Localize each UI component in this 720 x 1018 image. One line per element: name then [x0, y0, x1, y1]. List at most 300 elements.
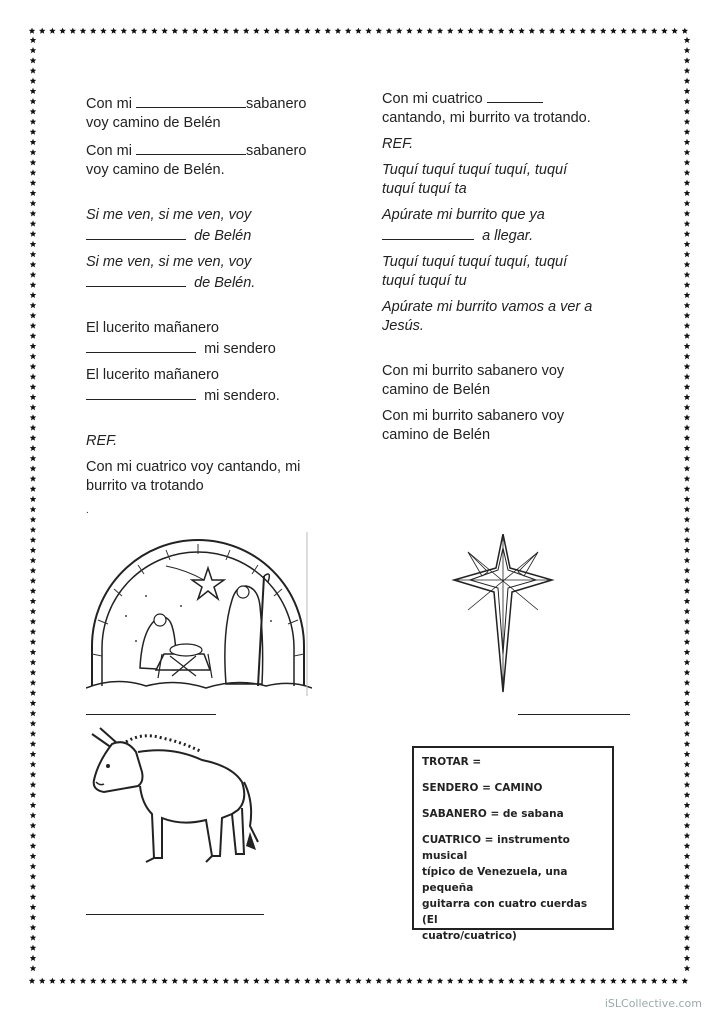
border-star: [684, 883, 690, 889]
border-star: [30, 945, 36, 951]
border-star: [684, 843, 690, 849]
border-star: [30, 261, 36, 267]
border-star: [30, 353, 36, 359]
border-star: [684, 496, 690, 502]
border-star: [325, 978, 331, 984]
border-star: [314, 978, 320, 984]
border-star: [30, 373, 36, 379]
border-star: [684, 822, 690, 828]
glossary-sabanero: SABANERO = de sabana: [422, 808, 564, 820]
verse-line: cantando, mi burrito va trotando.: [382, 110, 591, 126]
border-star: [30, 873, 36, 879]
border-star: [121, 28, 127, 34]
border-star: [30, 210, 36, 216]
border-star: [30, 496, 36, 502]
border-star: [110, 978, 116, 984]
border-star: [684, 384, 690, 390]
border-star: [30, 414, 36, 420]
border-star: [30, 628, 36, 634]
verse-line: Tuquí tuquí tuquí tuquí, tuquí: [382, 162, 568, 178]
border-star: [661, 978, 667, 984]
border-star: [684, 598, 690, 604]
border-star: [90, 28, 96, 34]
border-star: [684, 639, 690, 645]
border-star: [684, 169, 690, 175]
verse-line: El lucerito mañanero: [86, 367, 219, 383]
border-star: [39, 28, 45, 34]
border-star: [386, 978, 392, 984]
border-star: [684, 282, 690, 288]
border-star: [600, 28, 606, 34]
border-star: [651, 978, 657, 984]
border-star: [192, 28, 198, 34]
border-star: [684, 139, 690, 145]
border-star: [30, 557, 36, 563]
border-star: [518, 28, 524, 34]
border-star: [684, 67, 690, 73]
border-star: [684, 108, 690, 114]
border-star: [447, 978, 453, 984]
border-star: [30, 822, 36, 828]
border-star: [684, 57, 690, 63]
border-star: [684, 608, 690, 614]
border-star: [30, 679, 36, 685]
border-star: [345, 28, 351, 34]
border-star: [30, 282, 36, 288]
border-star: [30, 761, 36, 767]
border-star: [684, 679, 690, 685]
fill-blank[interactable]: [487, 88, 543, 103]
border-star: [30, 231, 36, 237]
border-star: [141, 28, 147, 34]
border-star: [684, 945, 690, 951]
border-star: [684, 343, 690, 349]
border-star: [684, 853, 690, 859]
border-star: [30, 639, 36, 645]
border-star: [30, 108, 36, 114]
border-star: [30, 577, 36, 583]
border-star: [684, 659, 690, 665]
border-star: [30, 159, 36, 165]
border-star: [661, 28, 667, 34]
border-star: [30, 720, 36, 726]
border-star: [549, 978, 555, 984]
border-star: [121, 978, 127, 984]
border-star: [610, 28, 616, 34]
border-star: [274, 28, 280, 34]
border-star: [30, 588, 36, 594]
border-star: [684, 588, 690, 594]
verse-line: Si me ven, si me ven, voy: [86, 254, 252, 270]
border-star: [243, 978, 249, 984]
border-star: [467, 28, 473, 34]
border-star: [30, 914, 36, 920]
border-star: [80, 978, 86, 984]
border-star: [182, 28, 188, 34]
border-star: [684, 455, 690, 461]
border-star: [427, 978, 433, 984]
border-star: [684, 322, 690, 328]
border-star: [684, 751, 690, 757]
border-star: [684, 741, 690, 747]
border-star: [684, 802, 690, 808]
border-star: [684, 934, 690, 940]
verse-line: camino de Belén: [382, 382, 491, 398]
border-star: [141, 978, 147, 984]
border-star: [233, 978, 239, 984]
border-star: [498, 28, 504, 34]
border-star: [684, 516, 690, 522]
border-star: [684, 475, 690, 481]
border-star: [684, 333, 690, 339]
border-star: [684, 231, 690, 237]
nativity-illustration: [86, 536, 312, 696]
border-star: [30, 394, 36, 400]
border-star: [684, 730, 690, 736]
border-star: [684, 271, 690, 277]
border-star: [30, 384, 36, 390]
border-star: [478, 978, 484, 984]
fill-blank[interactable]: [86, 225, 186, 240]
border-star: [684, 435, 690, 441]
border-star: [30, 404, 36, 410]
border-star: [30, 771, 36, 777]
right-column: [382, 88, 642, 445]
border-star: [223, 978, 229, 984]
border-star: [529, 28, 535, 34]
border-star: [30, 251, 36, 257]
answer-line-donkey[interactable]: [86, 914, 264, 915]
border-star: [684, 180, 690, 186]
verse-line: Apúrate mi burrito vamos a ver a: [382, 299, 593, 315]
border-star: [457, 978, 463, 984]
border-star: [30, 190, 36, 196]
border-star: [488, 978, 494, 984]
border-star: [29, 978, 35, 984]
border-star: [684, 700, 690, 706]
border-star: [631, 28, 637, 34]
border-star: [151, 978, 157, 984]
border-star: [161, 28, 167, 34]
border-star: [30, 57, 36, 63]
border-star: [30, 465, 36, 471]
border-star: [569, 978, 575, 984]
border-star: [437, 28, 443, 34]
border-star: [684, 904, 690, 910]
border-star: [30, 730, 36, 736]
border-star: [610, 978, 616, 984]
border-star: [345, 978, 351, 984]
border-star: [30, 37, 36, 43]
border-star: [172, 978, 178, 984]
border-star: [590, 28, 596, 34]
border-star: [529, 978, 535, 984]
verse-line: Con mi sabanero: [86, 93, 346, 114]
fill-blank[interactable]: [136, 93, 246, 108]
border-star: [284, 978, 290, 984]
border-star: [684, 557, 690, 563]
border-star: [131, 978, 137, 984]
verse-line: voy camino de Belén: [86, 115, 221, 131]
border-star: [30, 649, 36, 655]
border-star: [30, 47, 36, 53]
border-star: [684, 771, 690, 777]
border-star: [416, 28, 422, 34]
border-star: [30, 547, 36, 553]
border-star: [406, 978, 412, 984]
verse-line: tuquí tuquí tu: [382, 273, 467, 289]
border-star: [508, 978, 514, 984]
border-star: [30, 322, 36, 328]
border-star: [684, 955, 690, 961]
border-star: [30, 363, 36, 369]
border-star: [274, 978, 280, 984]
border-star: [376, 28, 382, 34]
border-star: [684, 424, 690, 430]
border-star: [641, 28, 647, 34]
border-star: [684, 241, 690, 247]
verse-line: Tuquí tuquí tuquí tuquí, tuquí: [382, 254, 568, 270]
border-star: [59, 28, 65, 34]
border-star: [539, 978, 545, 984]
border-star: [684, 159, 690, 165]
verse-line: mi sendero.: [86, 385, 346, 406]
border-star: [684, 547, 690, 553]
glossary-box: [412, 746, 614, 942]
verse-line: tuquí tuquí ta: [382, 181, 467, 197]
border-star: [620, 978, 626, 984]
verse-line: Con mi sabanero: [86, 140, 346, 161]
border-star: [30, 883, 36, 889]
border-star: [30, 475, 36, 481]
border-star: [684, 649, 690, 655]
border-star: [30, 149, 36, 155]
ref-label: REF.: [382, 136, 414, 152]
border-star: [684, 47, 690, 53]
nativity-frame-line: [305, 532, 309, 696]
border-star: [684, 690, 690, 696]
border-star: [684, 812, 690, 818]
border-star: [202, 28, 208, 34]
border-star: [684, 394, 690, 400]
border-star: [100, 978, 106, 984]
border-star: [30, 934, 36, 940]
border-star: [396, 28, 402, 34]
border-star: [192, 978, 198, 984]
border-star: [30, 924, 36, 930]
verse-line: Con mi cuatrico voy cantando, mi: [86, 459, 301, 475]
border-star: [684, 506, 690, 512]
border-star: [684, 526, 690, 532]
border-star: [684, 577, 690, 583]
border-star: [30, 690, 36, 696]
border-star: [386, 28, 392, 34]
border-star: [30, 812, 36, 818]
border-star: [478, 28, 484, 34]
border-star: [131, 28, 137, 34]
watermark: iSLCollective.com: [604, 997, 702, 1010]
border-star: [684, 618, 690, 624]
border-star: [682, 28, 688, 34]
fill-blank[interactable]: [136, 140, 246, 155]
border-star: [30, 853, 36, 859]
border-star: [30, 659, 36, 665]
border-star: [59, 978, 65, 984]
border-star: [30, 955, 36, 961]
border-star: [30, 965, 36, 971]
border-star: [70, 28, 76, 34]
ref-label: REF.: [86, 433, 118, 449]
border-star: [80, 28, 86, 34]
fill-blank[interactable]: [86, 385, 196, 400]
border-star: [30, 88, 36, 94]
border-star: [355, 978, 361, 984]
border-star: [416, 978, 422, 984]
border-star: [590, 978, 596, 984]
border-star: [30, 333, 36, 339]
border-star: [684, 832, 690, 838]
border-star: [684, 149, 690, 155]
border-star: [549, 28, 555, 34]
fill-blank[interactable]: [382, 225, 474, 240]
border-star: [233, 28, 239, 34]
border-star: [684, 669, 690, 675]
border-star: [253, 978, 259, 984]
border-star: [39, 978, 45, 984]
border-star: [294, 28, 300, 34]
border-star: [631, 978, 637, 984]
border-star: [161, 978, 167, 984]
border-star: [682, 978, 688, 984]
border-star: [263, 978, 269, 984]
border-star: [569, 28, 575, 34]
border-star: [684, 924, 690, 930]
border-star: [30, 904, 36, 910]
border-star: [684, 292, 690, 298]
border-star: [29, 28, 35, 34]
border-star: [684, 200, 690, 206]
border-star: [684, 404, 690, 410]
fill-blank[interactable]: [86, 338, 196, 353]
border-star: [376, 978, 382, 984]
border-star: [684, 720, 690, 726]
border-star: [580, 978, 586, 984]
border-star: [30, 302, 36, 308]
border-star: [684, 781, 690, 787]
border-star: [684, 251, 690, 257]
border-star: [30, 220, 36, 226]
border-star: [30, 618, 36, 624]
border-star: [30, 863, 36, 869]
border-star: [325, 28, 331, 34]
border-star: [49, 28, 55, 34]
border-star: [253, 28, 259, 34]
border-star: [684, 88, 690, 94]
border-star: [30, 802, 36, 808]
border-star: [559, 978, 565, 984]
border-star: [508, 28, 514, 34]
fill-blank[interactable]: [86, 272, 186, 287]
border-star: [30, 669, 36, 675]
verse-line: Si me ven, si me ven, voy: [86, 207, 252, 223]
border-star: [684, 761, 690, 767]
border-star: [30, 98, 36, 104]
border-star: [30, 781, 36, 787]
border-star: [518, 978, 524, 984]
border-star: [30, 118, 36, 124]
answer-line-star[interactable]: [518, 714, 630, 715]
answer-line-nativity[interactable]: [86, 714, 216, 715]
verse-line: El lucerito mañanero: [86, 320, 219, 336]
border-star: [172, 28, 178, 34]
border-star: [684, 792, 690, 798]
border-star: [355, 28, 361, 34]
verse-line: mi sendero: [86, 338, 346, 359]
border-star: [263, 28, 269, 34]
border-star: [70, 978, 76, 984]
border-star: [30, 455, 36, 461]
border-star: [284, 28, 290, 34]
border-star: [304, 28, 310, 34]
border-star: [684, 302, 690, 308]
verse-line: a llegar.: [382, 225, 642, 246]
border-star: [684, 414, 690, 420]
border-star: [30, 139, 36, 145]
border-star: [30, 751, 36, 757]
border-star: [335, 978, 341, 984]
border-star: [684, 873, 690, 879]
border-star: [304, 978, 310, 984]
border-star: [684, 894, 690, 900]
border-star: [365, 978, 371, 984]
border-star: [620, 28, 626, 34]
border-star: [671, 978, 677, 984]
border-star: [151, 28, 157, 34]
border-star: [684, 129, 690, 135]
border-star: [202, 978, 208, 984]
border-star: [684, 486, 690, 492]
border-star: [30, 343, 36, 349]
donkey-illustration: [82, 722, 260, 870]
star-of-bethlehem-illustration: [448, 534, 558, 694]
border-star: [498, 978, 504, 984]
border-star: [684, 373, 690, 379]
border-star: [684, 567, 690, 573]
border-star: [30, 486, 36, 492]
border-star: [671, 28, 677, 34]
border-star: [30, 792, 36, 798]
border-star: [580, 28, 586, 34]
border-star: [30, 526, 36, 532]
verse-line: Apúrate mi burrito que ya: [382, 207, 545, 223]
border-star: [684, 863, 690, 869]
border-star: [294, 978, 300, 984]
border-star: [365, 28, 371, 34]
verse-line: burrito va trotando: [86, 478, 204, 494]
border-star: [457, 28, 463, 34]
border-star: [314, 28, 320, 34]
border-star: [212, 28, 218, 34]
glossary-trotar: TROTAR =: [422, 756, 482, 768]
border-star: [684, 190, 690, 196]
border-star: [30, 312, 36, 318]
border-star: [684, 914, 690, 920]
border-star: [30, 435, 36, 441]
verse-line: Con mi burrito sabanero voy: [382, 408, 565, 424]
border-star: [600, 978, 606, 984]
border-star: [684, 363, 690, 369]
border-star: [406, 28, 412, 34]
